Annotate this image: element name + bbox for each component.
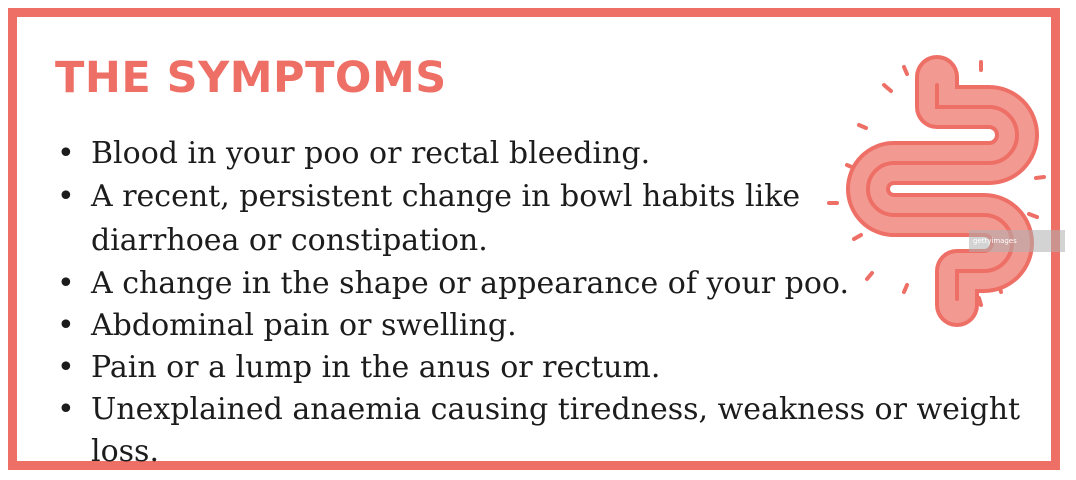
watermark: gettyimages	[969, 230, 1065, 252]
symptom-item: • Abdominal pain or swelling.	[57, 305, 1057, 347]
symptom-item: • A change in the shape or appearance of your poo.	[57, 263, 1057, 305]
section-heading: THE SYMPTOMS	[55, 53, 447, 103]
symptom-item: • A recent, persistent change in bowl habits like diarrhoea or constipation.	[57, 175, 1057, 263]
symptoms-card	[8, 8, 1060, 470]
symptom-item: • Pain or a lump in the anus or rectum.	[57, 347, 1057, 389]
symptom-item: • Blood in your poo or rectal bleeding.	[57, 133, 1057, 175]
intestine-icon	[809, 47, 1059, 327]
symptom-item: • Unexplained anaemia causing tiredness, weakness or weight loss.	[57, 389, 1057, 473]
